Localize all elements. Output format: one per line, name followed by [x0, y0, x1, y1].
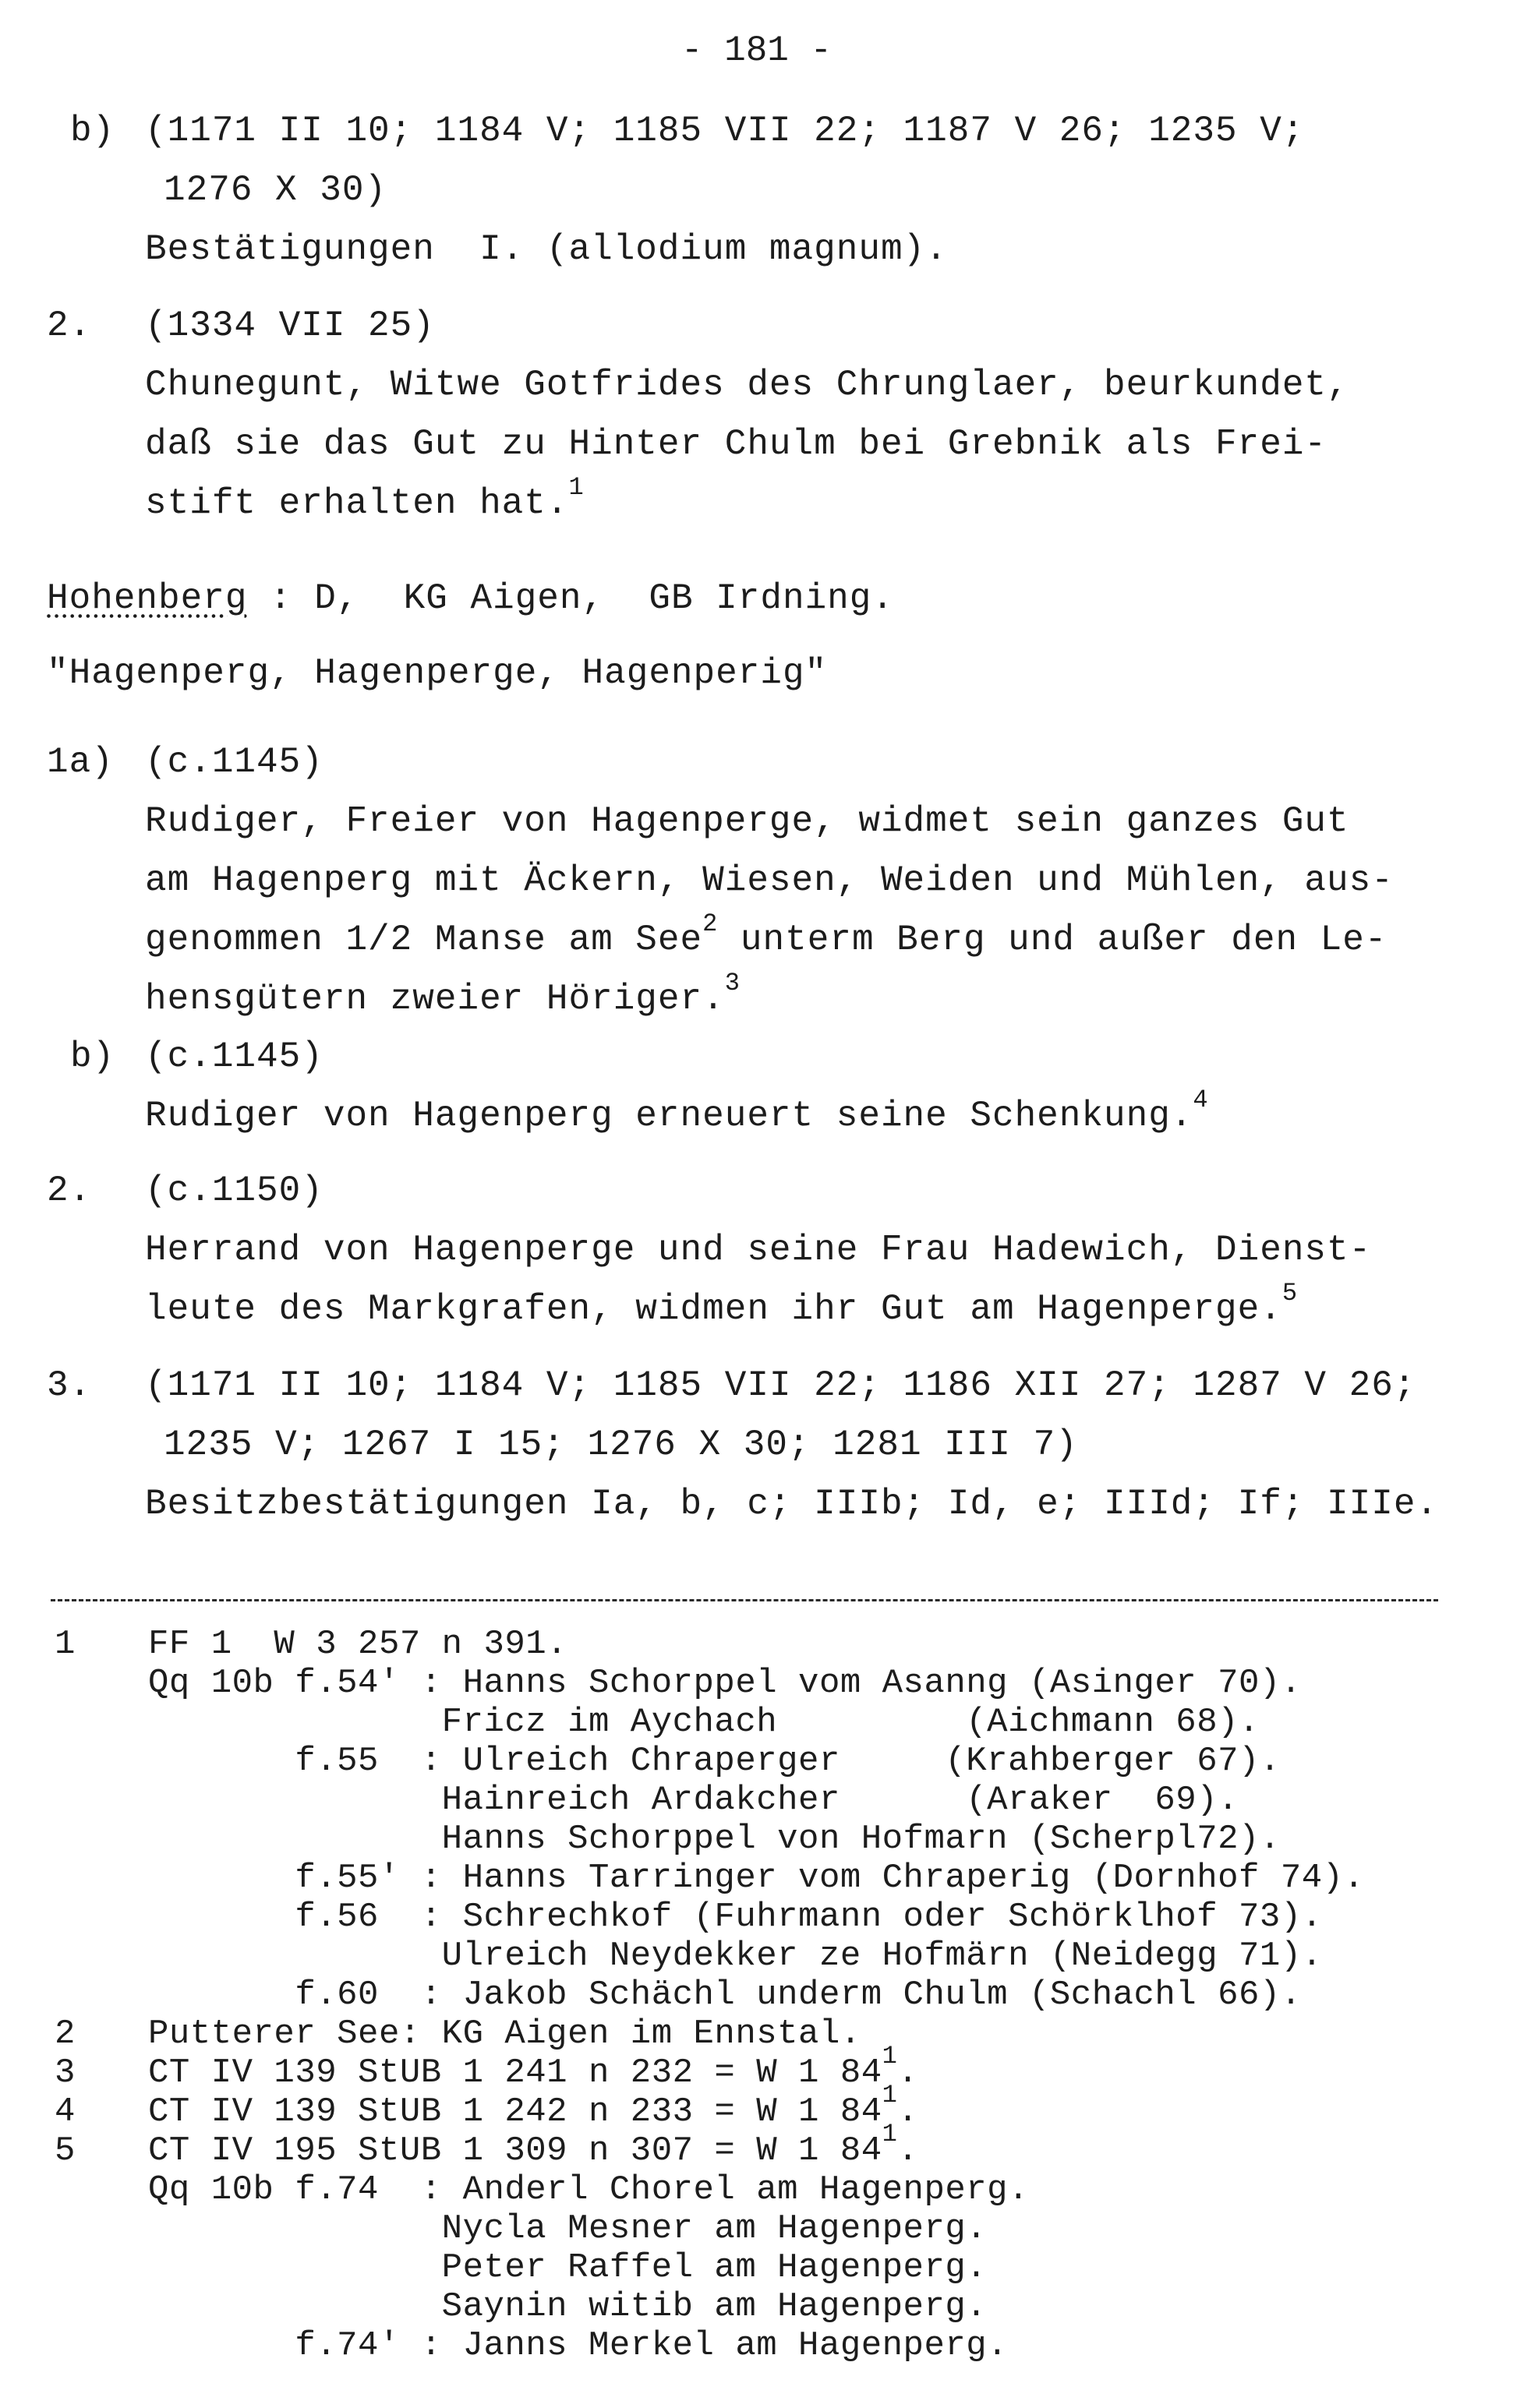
entry-label: 2. [47, 1170, 92, 1211]
footnote-ref: 5 [1281, 1278, 1299, 1308]
entry-text: Bestätigungen I. (allodium magnum). [145, 229, 948, 270]
place-heading [47, 569, 894, 628]
footnote-ref: 4 [1193, 1085, 1209, 1114]
entry-dates: (1171 II 10; 1184 V; 1185 VII 22; 1187 V 26; 1235 V; [145, 111, 1305, 151]
entry-dates: (1334 VII 25) [145, 305, 435, 346]
superscript: 1 [882, 2081, 898, 2110]
text-line: . [897, 2092, 919, 2131]
text-line: . [897, 2053, 919, 2092]
footnote-ref: 3 [724, 968, 741, 997]
text-line: Rudiger von Hagenperg erneuert seine Schenkung. [145, 1096, 1193, 1136]
footnote-text: Hainreich Ardakcher (Araker 69). [148, 1781, 1239, 1820]
footnote-ref: 1 [568, 472, 585, 502]
entry-text [145, 969, 741, 1029]
footnote-text: f.74' : Janns Merkel am Hagenperg. [148, 2326, 1009, 2365]
text-line: unterm Berg und außer den Le- [718, 920, 1388, 960]
footnote-text: FF 1 W 3 257 n 391. [148, 1625, 568, 1664]
entry-text: am Hagenperg mit Äckern, Wiesen, Weiden und Mühlen, aus- [145, 860, 1394, 901]
entry-label: 1a) [47, 742, 114, 782]
text-line: CT IV 139 StUB 1 241 n 232 = W 1 84 [148, 2053, 882, 2092]
entry-text: Herrand von Hagenperge und seine Frau Hadewich, Dienst- [145, 1230, 1372, 1270]
footnote-text: f.60 : Jakob Schächl underm Chulm (Schachl 66). [148, 1975, 1302, 2014]
entry-text: Rudiger, Freier von Hagenperge, widmet sein ganzes Gut [145, 801, 1349, 842]
entry-text: Besitzbestätigungen Ia, b, c; IIIb; Id, e; IIId; If; IIIe. [145, 1484, 1439, 1524]
entry-text [145, 910, 1387, 969]
footnote-text: Fricz im Aychach (Aichmann 68). [148, 1703, 1260, 1742]
entry-dates: 1276 X 30) [164, 170, 387, 210]
page-number: - 181 - [680, 30, 833, 71]
footnote-text [148, 2042, 919, 2092]
footnote-text: f.55' : Hanns Tarringer vom Chraperig (Dornhof 74). [148, 1859, 1365, 1898]
text-line: hensgütern zweier Höriger. [145, 979, 725, 1019]
footnote-text: Nycla Mesner am Hagenperg. [148, 2209, 988, 2248]
footnote-number: 2 [55, 2014, 76, 2053]
footnote-separator [51, 1599, 1438, 1601]
footnote-text: f.55 : Ulreich Chraperger (Krahberger 67). [148, 1742, 1281, 1781]
footnote-number: 4 [55, 2092, 76, 2131]
footnote-number: 1 [55, 1625, 76, 1664]
entry-text [145, 1280, 1298, 1339]
footnote-text [148, 2081, 919, 2131]
entry-dates: (c.1145) [145, 1036, 323, 1077]
footnote-text: Qq 10b f.54' : Hanns Schorppel vom Asanng (Asinger 70). [148, 1664, 1302, 1703]
entry-text: daß sie das Gut zu Hinter Chulm bei Grebnik als Frei- [145, 424, 1327, 464]
place-info: : D, KG Aigen, GB Irdning. [247, 578, 894, 619]
entry-text [145, 1086, 1209, 1146]
entry-dates: (c.1145) [145, 742, 323, 782]
text-line: . [897, 2131, 919, 2170]
entry-dates: (1171 II 10; 1184 V; 1185 VII 22; 1186 XII 27; 1287 V 26; [145, 1365, 1416, 1406]
entry-dates: (c.1150) [145, 1170, 323, 1211]
entry-label: b) [70, 1036, 115, 1077]
entry-dates: 1235 V; 1267 I 15; 1276 X 30; 1281 III 7) [164, 1425, 1078, 1465]
entry-label: b) [70, 111, 115, 151]
footnote-text: Qq 10b f.74 : Anderl Chorel am Hagenperg. [148, 2170, 1029, 2209]
entry-text [145, 474, 585, 533]
footnote-text: Putterer See: KG Aigen im Ennstal. [148, 2014, 861, 2053]
footnote-text: Hanns Schorppel von Hofmarn (Scherpl72). [148, 1820, 1281, 1859]
superscript: 1 [882, 2120, 898, 2149]
footnote-text: f.56 : Schrechkof (Fuhrmann oder Schörklhof 73). [148, 1898, 1323, 1937]
superscript: 1 [882, 2042, 898, 2071]
text-line: CT IV 139 StUB 1 242 n 233 = W 1 84 [148, 2092, 882, 2131]
place-name: Hohenberg [47, 578, 248, 619]
footnote-text: Saynin witib am Hagenperg. [148, 2287, 988, 2326]
text-line: leute des Markgrafen, widmen ihr Gut am Hagenperge. [145, 1289, 1282, 1329]
entry-label: 3. [47, 1365, 92, 1406]
entry-label: 2. [47, 305, 92, 346]
entry-text: Chunegunt, Witwe Gotfrides des Chrunglaer, beurkundet, [145, 365, 1349, 405]
footnote-number: 3 [55, 2053, 76, 2092]
footnote-text: Ulreich Neydekker ze Hofmärn (Neidegg 71). [148, 1937, 1323, 1975]
text-line: genommen 1/2 Manse am See [145, 920, 703, 960]
text-line: stift erhalten hat. [145, 483, 569, 524]
text-line: CT IV 195 StUB 1 309 n 307 = W 1 84 [148, 2131, 882, 2170]
footnote-ref: 2 [702, 909, 719, 938]
place-variants: "Hagenperg, Hagenperge, Hagenperig" [47, 653, 828, 694]
footnote-text [148, 2120, 919, 2170]
footnote-number: 5 [55, 2131, 76, 2170]
footnote-text: Peter Raffel am Hagenperg. [148, 2248, 988, 2287]
